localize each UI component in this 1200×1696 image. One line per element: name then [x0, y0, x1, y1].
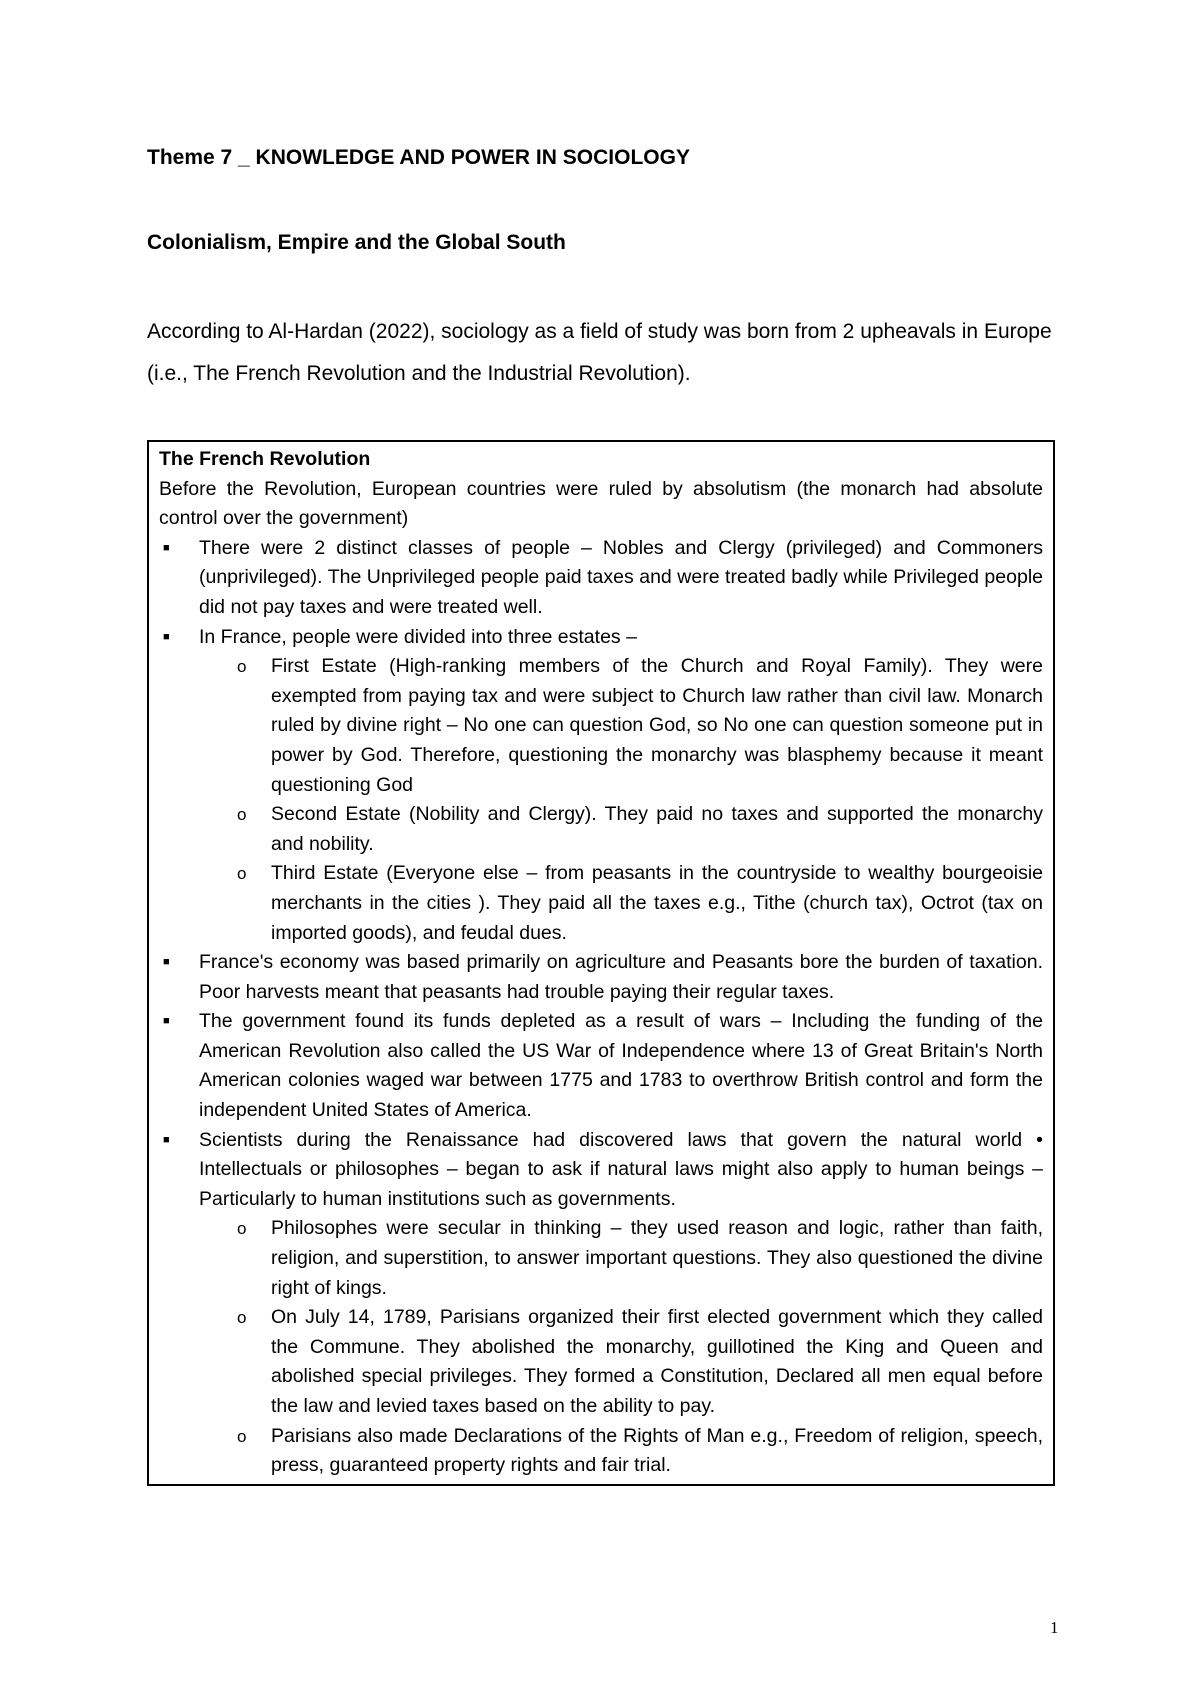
bullet-text: There were 2 distinct classes of people – Nobles and Clergy (privileged) and Commoners (unprivileged). The Unprivileged people paid taxes and were treated badly while Privileged people did not pay taxes and were treated well.	[199, 536, 1043, 618]
sub-bullet-text: First Estate (High-ranking members of the Church and Royal Family). They were exempted from paying tax and were subject to Church law rather than civil law. Monarch ruled by divine right – No one can question God, so No one can question someone put in power by God. Therefore, questioning the monarchy was blasphemy because it meant questioning God	[271, 655, 1043, 796]
theme-title: Theme 7 _ KNOWLEDGE AND POWER IN SOCIOLOGY	[147, 146, 690, 169]
sub-bullet-list	[199, 1214, 1043, 1480]
bullet-list	[159, 534, 1043, 1481]
square-bullet-icon: ■	[163, 1133, 170, 1146]
square-bullet-icon: ■	[163, 630, 170, 643]
bullet-item	[159, 1126, 1043, 1481]
circle-bullet-icon: o	[237, 1426, 247, 1446]
sub-bullet-item	[199, 1214, 1043, 1303]
circle-bullet-icon: o	[237, 864, 247, 884]
bullet-item	[159, 534, 1043, 623]
bullet-text: Scientists during the Renaissance had discovered laws that govern the natural world • Intellectuals or philosophes – began to ask if natural laws might also apply to human beings – Particularly to human institutions such as governments.	[199, 1128, 1043, 1210]
section-heading: Colonialism, Empire and the Global South	[147, 231, 566, 254]
sub-bullet-item	[199, 652, 1043, 800]
sub-bullet-text: Second Estate (Nobility and Clergy). They paid no taxes and supported the monarchy and nobility.	[271, 803, 1043, 855]
bullet-item	[159, 623, 1043, 949]
square-bullet-icon: ■	[163, 541, 170, 554]
sub-bullet-item	[199, 1303, 1043, 1421]
page-number: 1	[1050, 1618, 1059, 1637]
sub-bullet-text: Philosophes were secular in thinking – they used reason and logic, rather than faith, religion, and superstition, to answer important questions. They also questioned the divine right of kings.	[271, 1217, 1043, 1299]
sub-bullet-text: On July 14, 1789, Parisians organized their first elected government which they called the Commune. They abolished the monarchy, guillotined the King and Queen and abolished special privileges. They formed a Constitution, Declared all men equal before the law and levied taxes based on the ability to pay.	[271, 1306, 1043, 1417]
sub-bullet-item	[199, 1422, 1043, 1481]
sub-bullet-item	[199, 800, 1043, 859]
bullet-text: In France, people were divided into three estates –	[199, 625, 637, 648]
circle-bullet-icon: o	[237, 1308, 247, 1328]
circle-bullet-icon: o	[237, 805, 247, 825]
circle-bullet-icon: o	[237, 1219, 247, 1239]
sub-bullet-text: Third Estate (Everyone else – from peasants in the countryside to wealthy bourgeoisie merchants in the cities ). They paid all the taxes e.g., Tithe (church tax), Octrot (tax on imported goods), and feudal dues.	[271, 862, 1043, 944]
square-bullet-icon: ■	[163, 1015, 170, 1028]
square-bullet-icon: ■	[163, 956, 170, 969]
bullet-text: The government found its funds depleted as a result of wars – Including the funding of the American Revolution also called the US War of Independence where 13 of Great Britain's North American colonies waged war between 1775 and 1783 to overthrow British control and form the independent United States of America.	[199, 1010, 1043, 1122]
box-title: The French Revolution	[159, 448, 371, 470]
sub-bullet-item	[199, 859, 1043, 948]
circle-bullet-icon: o	[237, 657, 247, 677]
intro-paragraph: According to Al-Hardan (2022), sociology as a field of study was born from 2 upheavals in Europe (i.e., The French Revolution and the Industrial Revolution).	[147, 320, 1052, 385]
bullet-item	[159, 1007, 1043, 1125]
sub-bullet-text: Parisians also made Declarations of the Rights of Man e.g., Freedom of religion, speech, press, guaranteed property rights and fair trial.	[271, 1424, 1043, 1477]
bullet-item	[159, 948, 1043, 1007]
sub-bullet-list	[199, 652, 1043, 948]
box-intro: Before the Revolution, European countries were ruled by absolutism (the monarch had absolute control over the government)	[159, 477, 1043, 530]
bullet-text: France's economy was based primarily on agriculture and Peasants bore the burden of taxation. Poor harvests meant that peasants had trouble paying their regular taxes.	[199, 951, 1043, 1003]
french-revolution-box	[147, 440, 1055, 1486]
